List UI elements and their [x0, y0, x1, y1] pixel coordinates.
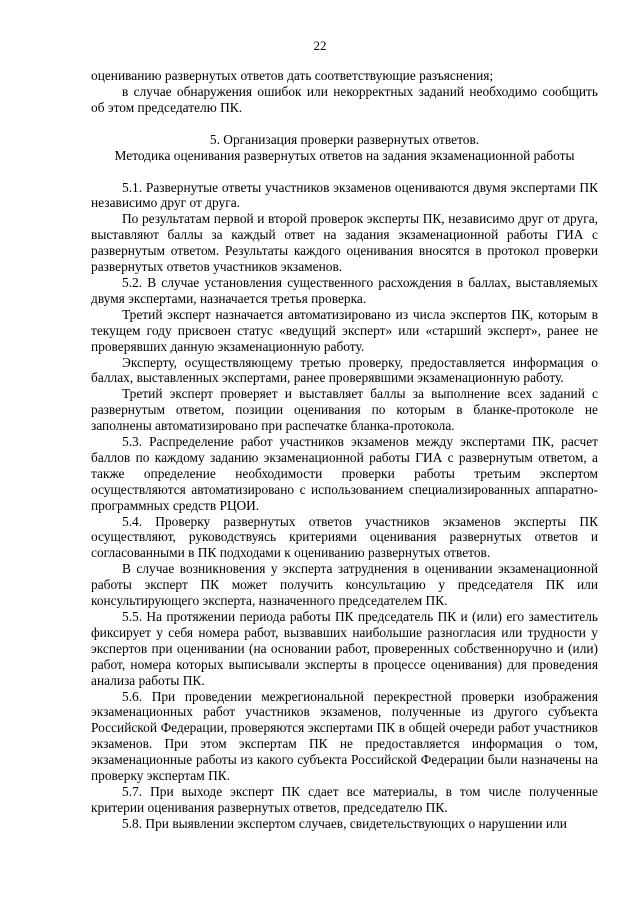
section-heading: 5. Организация проверки развернутых ответов.: [209, 131, 480, 147]
spacer: [91, 116, 598, 132]
page-number: 22: [313, 38, 327, 53]
paragraph: 5.1. Развернутые ответы участников экзаменов оцениваются двумя экспертами ПК независимо друг от друга.: [91, 179, 598, 211]
paragraph: 5.2. В случае установления существенного расхождения в баллах, выставляемых двумя экспертами, назначается третья проверка.: [91, 274, 598, 306]
paragraph: По результатам первой и второй проверок эксперты ПК, независимо друг от друга, выставляют баллы за каждый ответ на задания экзаменационной работы ГИА с развернутым ответом. Результаты каждого оценивания вносятся в протокол проверки развернутых ответов участников экзаменов.: [91, 211, 598, 275]
paragraph: Эксперту, осуществляющему третью проверку, предоставляется информация о баллах, выставленных экспертами, ранее проверявшими экзаменационную работу.: [91, 354, 598, 386]
page-body: [91, 68, 598, 832]
paragraph: Третий эксперт назначается автоматизировано из числа экспертов ПК, которым в текущем году присвоен статус «ведущий эксперт» или «старший эксперт», ранее не проверявших данную экзаменационную работу.: [91, 306, 598, 354]
paragraph: Третий эксперт проверяет и выставляет баллы за выполнение всех заданий с развернутым ответом, позиции оценивания по которым в бланке-протоколе не заполнены автоматизировано при распечатке бланка-протокола.: [91, 386, 598, 434]
paragraph: 5.8. При выявлении экспертом случаев, свидетельствующих о нарушении или: [122, 815, 567, 831]
paragraph: в случае обнаружения ошибок или некорректных заданий необходимо сообщить об этом председателю ПК.: [91, 83, 598, 115]
paragraph: оцениванию развернутых ответов дать соответствующие разъяснения;: [91, 68, 494, 83]
paragraph: 5.7. При выходе эксперт ПК сдает все материалы, в том числе полученные критерии оценивания развернутых ответов, председателю ПК.: [91, 783, 598, 815]
paragraph: 5.3. Распределение работ участников экзаменов между экспертами ПК, расчет баллов по каждому заданию экзаменационной работы ГИА с развернутым ответом, а также определение необходимости проверки работы третьим экспертом осуществляются автоматизировано с использованием специализированных аппаратно-программных средств РЦОИ.: [91, 434, 598, 513]
paragraph: 5.5. На протяжении периода работы ПК председатель ПК и (или) его заместитель фиксирует у себя номера работ, вызвавших наибольшие разногласия или трудности у экспертов при оценивании (на основании работ, проверенных собственноручно и (или) работ, номера которых выписывали эксперты в процессе оценивания) для проведения анализа работы ПК.: [91, 609, 598, 688]
spacer: [91, 164, 598, 180]
paragraph: 5.6. При проведении межрегиональной перекрестной проверки изображения экзаменационных работ участников экзаменов, полученные из другого субъекта Российской Федерации, проверяются экспертами ПК в общей очереди работ участников экзаменов. При этом экспертам ПК не предоставляется информация о том, экзаменационные работы из какого субъекта Российской Федерации были назначены на проверку экспертам ПК.: [91, 688, 598, 784]
section-subheading: Методика оценивания развернутых ответов на задания экзаменационной работы: [114, 147, 575, 163]
paragraph: В случае возникновения у эксперта затруднения в оценивании экзаменационной работы эксперт ПК может получить консультацию у председателя ПК или консультирующего эксперта, назначенного председателем ПК.: [91, 561, 598, 609]
paragraph: 5.4. Проверку развернутых ответов участников экзаменов эксперты ПК осуществляют, руководствуясь критериями оценивания развернутых ответов и согласованными в ПК подходами к оцениванию развернутых ответов.: [91, 513, 598, 561]
